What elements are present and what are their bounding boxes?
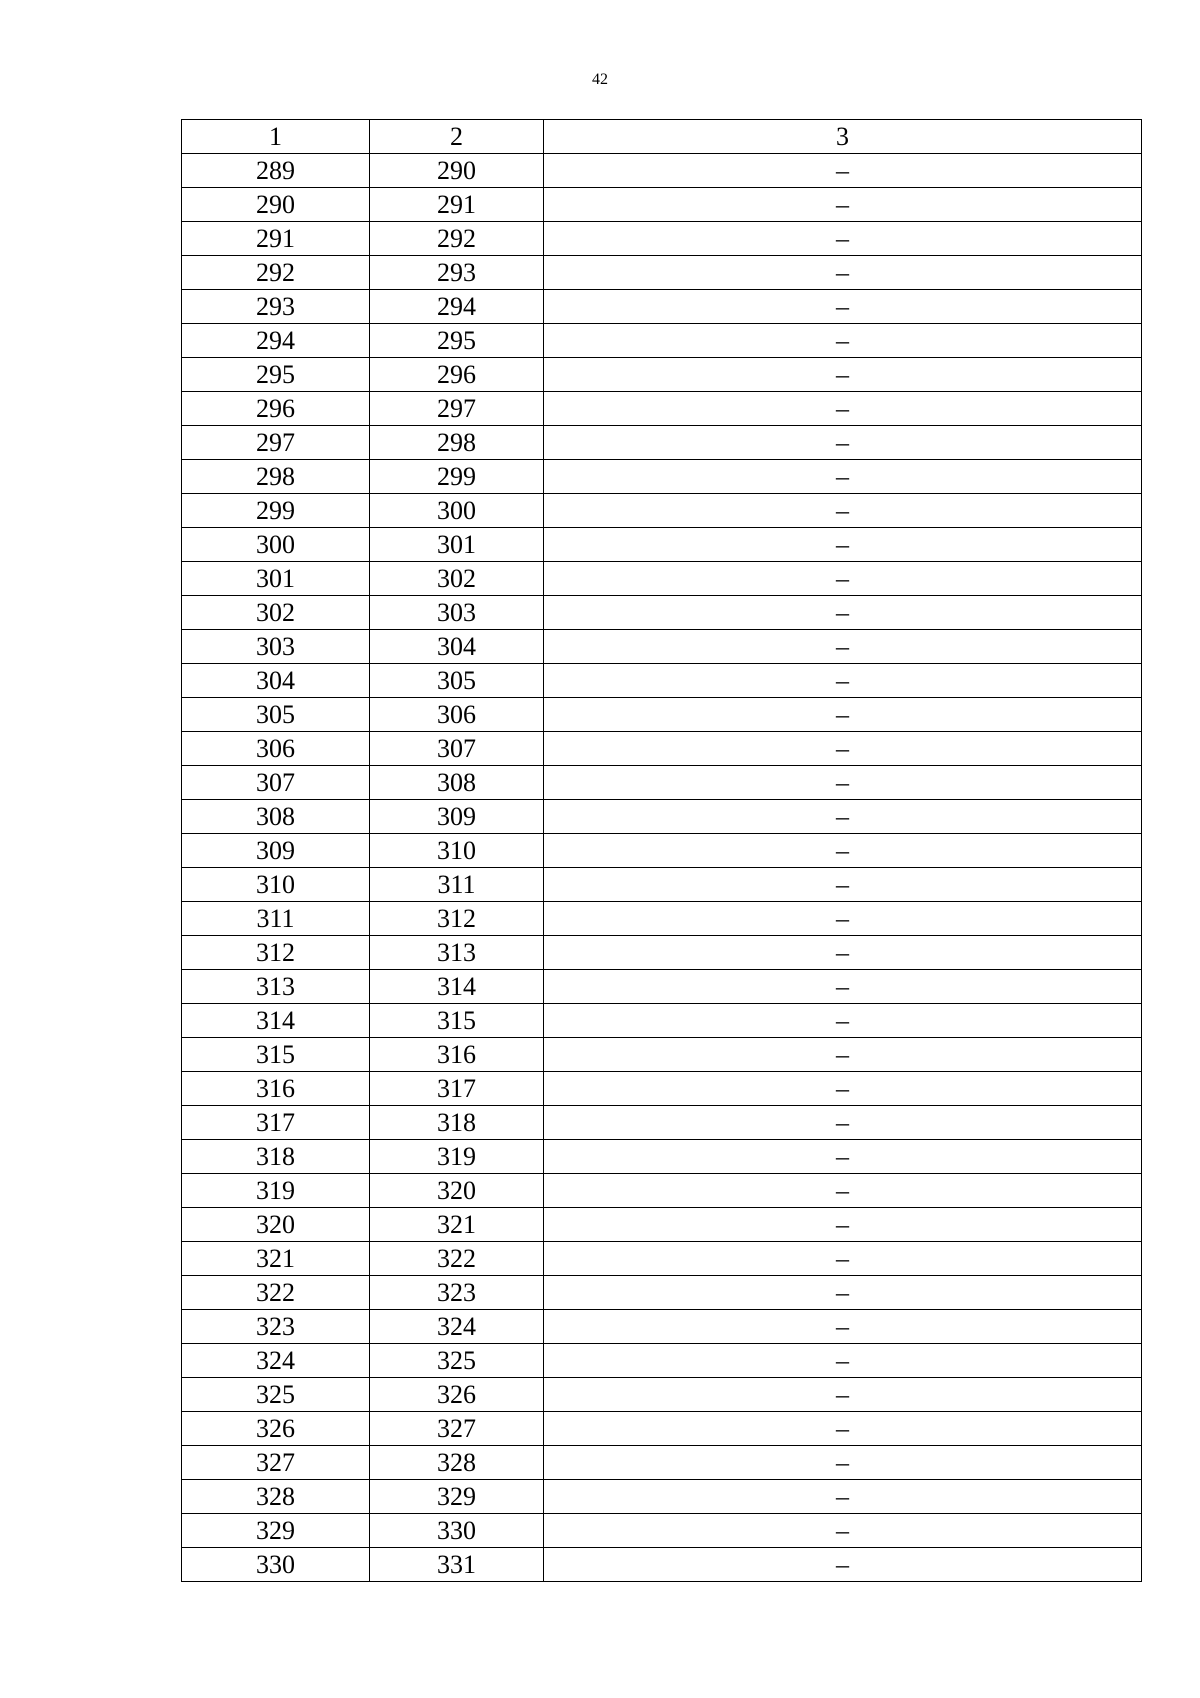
table-cell-col-2: 331: [370, 1548, 544, 1582]
table-cell-col-3: –: [544, 1344, 1142, 1378]
table-cell-col-1: 316: [182, 1072, 370, 1106]
table-row: [182, 324, 1142, 358]
table-cell-col-3: –: [544, 732, 1142, 766]
table-cell-col-1: 324: [182, 1344, 370, 1378]
table-cell-col-1: 301: [182, 562, 370, 596]
table-cell-col-2: 319: [370, 1140, 544, 1174]
table-row: [182, 1106, 1142, 1140]
table-cell-col-2: 328: [370, 1446, 544, 1480]
table-row: [182, 1140, 1142, 1174]
table-row: [182, 426, 1142, 460]
table-cell-col-1: 290: [182, 188, 370, 222]
table-row: [182, 188, 1142, 222]
table-cell-col-2: 330: [370, 1514, 544, 1548]
table-cell-col-1: 293: [182, 290, 370, 324]
table-cell-col-1: 296: [182, 392, 370, 426]
table-row: [182, 902, 1142, 936]
table-row: [182, 256, 1142, 290]
table-cell-col-3: –: [544, 596, 1142, 630]
table-cell-col-3: –: [544, 664, 1142, 698]
table-cell-col-1: 321: [182, 1242, 370, 1276]
table-cell-col-1: 325: [182, 1378, 370, 1412]
table-cell-col-1: 300: [182, 528, 370, 562]
table-row: [182, 1072, 1142, 1106]
table-cell-col-2: 300: [370, 494, 544, 528]
table-cell-col-3: –: [544, 1140, 1142, 1174]
table-cell-col-3: –: [544, 902, 1142, 936]
table-container: [181, 119, 1141, 1582]
table-cell-col-3: –: [544, 290, 1142, 324]
table-cell-col-2: 307: [370, 732, 544, 766]
table-cell-col-2: 292: [370, 222, 544, 256]
table-cell-col-2: 323: [370, 1276, 544, 1310]
table-cell-col-3: –: [544, 494, 1142, 528]
table-cell-col-3: –: [544, 1208, 1142, 1242]
table-cell-col-1: 303: [182, 630, 370, 664]
table-cell-col-2: 320: [370, 1174, 544, 1208]
table-row: [182, 1446, 1142, 1480]
table-cell-col-1: 326: [182, 1412, 370, 1446]
table-cell-col-1: 305: [182, 698, 370, 732]
table-row: [182, 528, 1142, 562]
table-cell-col-1: 299: [182, 494, 370, 528]
table-header-row: [182, 120, 1142, 154]
table-cell-col-2: 306: [370, 698, 544, 732]
table-cell-col-2: 316: [370, 1038, 544, 1072]
table-cell-col-3: –: [544, 324, 1142, 358]
table-cell-col-3: –: [544, 766, 1142, 800]
table-cell-col-2: 312: [370, 902, 544, 936]
column-header-1: 1: [182, 120, 370, 154]
table-cell-col-1: 302: [182, 596, 370, 630]
table-cell-col-3: –: [544, 528, 1142, 562]
table-row: [182, 494, 1142, 528]
table-row: [182, 1310, 1142, 1344]
table-cell-col-2: 317: [370, 1072, 544, 1106]
table-cell-col-3: –: [544, 392, 1142, 426]
column-header-2: 2: [370, 120, 544, 154]
table-cell-col-1: 329: [182, 1514, 370, 1548]
table-cell-col-1: 298: [182, 460, 370, 494]
table-cell-col-2: 293: [370, 256, 544, 290]
table-row: [182, 1208, 1142, 1242]
table-cell-col-3: –: [544, 1514, 1142, 1548]
table-cell-col-1: 304: [182, 664, 370, 698]
table-cell-col-1: 312: [182, 936, 370, 970]
table-cell-col-2: 315: [370, 1004, 544, 1038]
table-cell-col-1: 315: [182, 1038, 370, 1072]
table-row: [182, 1514, 1142, 1548]
table-row: [182, 630, 1142, 664]
table-cell-col-2: 296: [370, 358, 544, 392]
table-cell-col-1: 306: [182, 732, 370, 766]
table-cell-col-1: 292: [182, 256, 370, 290]
table-cell-col-1: 289: [182, 154, 370, 188]
table-body: [182, 154, 1142, 1582]
table-cell-col-2: 308: [370, 766, 544, 800]
table-cell-col-3: –: [544, 1412, 1142, 1446]
table-cell-col-3: –: [544, 358, 1142, 392]
table-row: [182, 1378, 1142, 1412]
table-cell-col-2: 303: [370, 596, 544, 630]
table-cell-col-1: 294: [182, 324, 370, 358]
table-cell-col-2: 326: [370, 1378, 544, 1412]
table-cell-col-1: 314: [182, 1004, 370, 1038]
table-cell-col-2: 311: [370, 868, 544, 902]
table-cell-col-1: 323: [182, 1310, 370, 1344]
page-number: 42: [592, 71, 608, 88]
table-cell-col-1: 319: [182, 1174, 370, 1208]
table-cell-col-3: –: [544, 698, 1142, 732]
table-cell-col-3: –: [544, 426, 1142, 460]
table-cell-col-3: –: [544, 1276, 1142, 1310]
table-cell-col-3: –: [544, 630, 1142, 664]
table-cell-col-3: –: [544, 1038, 1142, 1072]
table-row: [182, 970, 1142, 1004]
table-cell-col-3: –: [544, 1174, 1142, 1208]
table-row: [182, 596, 1142, 630]
table-cell-col-1: 309: [182, 834, 370, 868]
table-cell-col-3: –: [544, 1242, 1142, 1276]
table-row: [182, 868, 1142, 902]
table-cell-col-2: 322: [370, 1242, 544, 1276]
data-table: [181, 119, 1142, 1582]
table-row: [182, 732, 1142, 766]
table-cell-col-2: 325: [370, 1344, 544, 1378]
table-cell-col-2: 299: [370, 460, 544, 494]
table-cell-col-3: –: [544, 1072, 1142, 1106]
table-cell-col-1: 328: [182, 1480, 370, 1514]
table-row: [182, 936, 1142, 970]
table-row: [182, 222, 1142, 256]
table-cell-col-2: 310: [370, 834, 544, 868]
table-row: [182, 664, 1142, 698]
table-cell-col-2: 295: [370, 324, 544, 358]
table-cell-col-2: 291: [370, 188, 544, 222]
table-cell-col-1: 307: [182, 766, 370, 800]
table-cell-col-2: 329: [370, 1480, 544, 1514]
table-cell-col-2: 314: [370, 970, 544, 1004]
table-cell-col-3: –: [544, 936, 1142, 970]
table-cell-col-2: 304: [370, 630, 544, 664]
table-row: [182, 698, 1142, 732]
table-row: [182, 358, 1142, 392]
table-row: [182, 1276, 1142, 1310]
table-cell-col-3: –: [544, 222, 1142, 256]
table-cell-col-1: 327: [182, 1446, 370, 1480]
table-cell-col-2: 321: [370, 1208, 544, 1242]
table-cell-col-3: –: [544, 1378, 1142, 1412]
table-row: [182, 1242, 1142, 1276]
table-cell-col-1: 317: [182, 1106, 370, 1140]
table-cell-col-1: 291: [182, 222, 370, 256]
table-cell-col-2: 298: [370, 426, 544, 460]
table-cell-col-3: –: [544, 460, 1142, 494]
table-cell-col-2: 297: [370, 392, 544, 426]
table-row: [182, 290, 1142, 324]
table-row: [182, 800, 1142, 834]
table-cell-col-3: –: [544, 1310, 1142, 1344]
table-cell-col-2: 313: [370, 936, 544, 970]
table-cell-col-3: –: [544, 834, 1142, 868]
table-cell-col-3: –: [544, 188, 1142, 222]
table-row: [182, 1480, 1142, 1514]
column-header-3: 3: [544, 120, 1142, 154]
table-row: [182, 562, 1142, 596]
table-cell-col-3: –: [544, 562, 1142, 596]
table-row: [182, 1174, 1142, 1208]
table-cell-col-1: 320: [182, 1208, 370, 1242]
table-row: [182, 1004, 1142, 1038]
table-cell-col-2: 327: [370, 1412, 544, 1446]
table-cell-col-3: –: [544, 970, 1142, 1004]
table-row: [182, 1548, 1142, 1582]
table-cell-col-1: 295: [182, 358, 370, 392]
table-cell-col-1: 308: [182, 800, 370, 834]
table-cell-col-1: 318: [182, 1140, 370, 1174]
table-cell-col-2: 294: [370, 290, 544, 324]
table-cell-col-2: 302: [370, 562, 544, 596]
table-row: [182, 834, 1142, 868]
table-row: [182, 460, 1142, 494]
table-row: [182, 1038, 1142, 1072]
table-cell-col-3: –: [544, 1480, 1142, 1514]
table-cell-col-1: 330: [182, 1548, 370, 1582]
table-cell-col-2: 309: [370, 800, 544, 834]
table-row: [182, 766, 1142, 800]
table-cell-col-3: –: [544, 154, 1142, 188]
table-cell-col-3: –: [544, 256, 1142, 290]
table-row: [182, 1344, 1142, 1378]
table-cell-col-1: 311: [182, 902, 370, 936]
table-cell-col-3: –: [544, 800, 1142, 834]
table-row: [182, 154, 1142, 188]
table-row: [182, 1412, 1142, 1446]
table-cell-col-3: –: [544, 1548, 1142, 1582]
table-row: [182, 392, 1142, 426]
table-cell-col-3: –: [544, 868, 1142, 902]
table-cell-col-2: 324: [370, 1310, 544, 1344]
table-cell-col-1: 310: [182, 868, 370, 902]
table-cell-col-2: 305: [370, 664, 544, 698]
table-cell-col-2: 301: [370, 528, 544, 562]
table-cell-col-2: 318: [370, 1106, 544, 1140]
table-cell-col-3: –: [544, 1004, 1142, 1038]
table-cell-col-1: 297: [182, 426, 370, 460]
table-cell-col-3: –: [544, 1446, 1142, 1480]
table-cell-col-2: 290: [370, 154, 544, 188]
table-cell-col-3: –: [544, 1106, 1142, 1140]
table-cell-col-1: 313: [182, 970, 370, 1004]
table-cell-col-1: 322: [182, 1276, 370, 1310]
